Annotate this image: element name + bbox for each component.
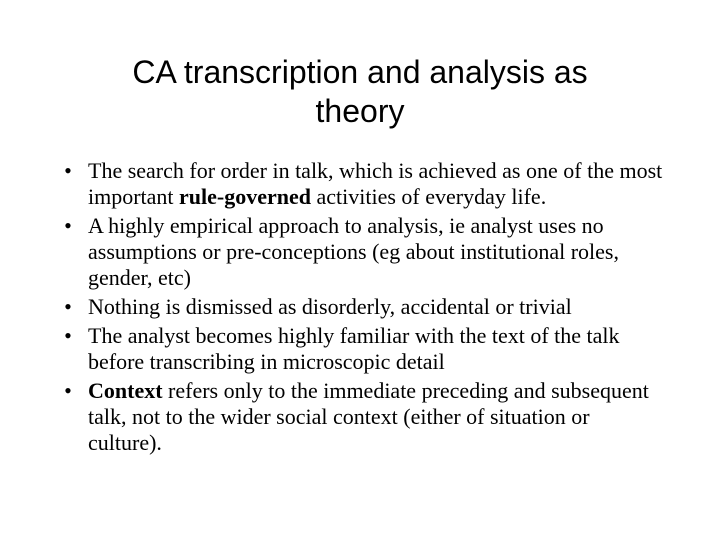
bullet-text [88,378,649,455]
bullet-text-part: refers only to the immediate preceding and subsequent talk, not to the wider social context (either of situation or culture). [88,378,649,455]
slide-title-line-2: theory [315,93,405,129]
bullet-item [58,294,668,320]
bullet-list [58,158,668,459]
bullet-text [88,323,620,374]
bullet-item [58,378,668,456]
bullet-text-part: The search for order in talk, which is achieved as one of the most important [88,158,663,209]
slide-title [90,53,630,131]
bullet-text-part: Nothing is dismissed as disorderly, accidental or trivial [88,294,572,319]
bullet-text [88,294,572,319]
bullet-item [58,158,668,210]
bullet-text-part: A highly empirical approach to analysis, ie analyst uses no assumptions or pre-conceptions (eg about institutional roles, gender, etc) [88,213,619,290]
bullet-icon: • [64,294,72,319]
bullet-item [58,323,668,375]
bullet-icon: • [64,158,72,183]
bullet-emphasis: Context [88,378,163,403]
slide-title-line-1: CA transcription and analysis as [132,54,588,90]
bullet-text-part: activities of everyday life. [311,184,547,209]
bullet-emphasis: rule-governed [179,184,312,209]
bullet-item [58,213,668,291]
bullet-text [88,158,662,209]
bullet-icon: • [64,213,72,238]
bullet-text [88,213,619,290]
bullet-icon: • [64,323,72,348]
bullet-icon: • [64,378,72,403]
bullet-text-part: The analyst becomes highly familiar with the text of the talk before transcribing in microscopic detail [88,323,620,374]
